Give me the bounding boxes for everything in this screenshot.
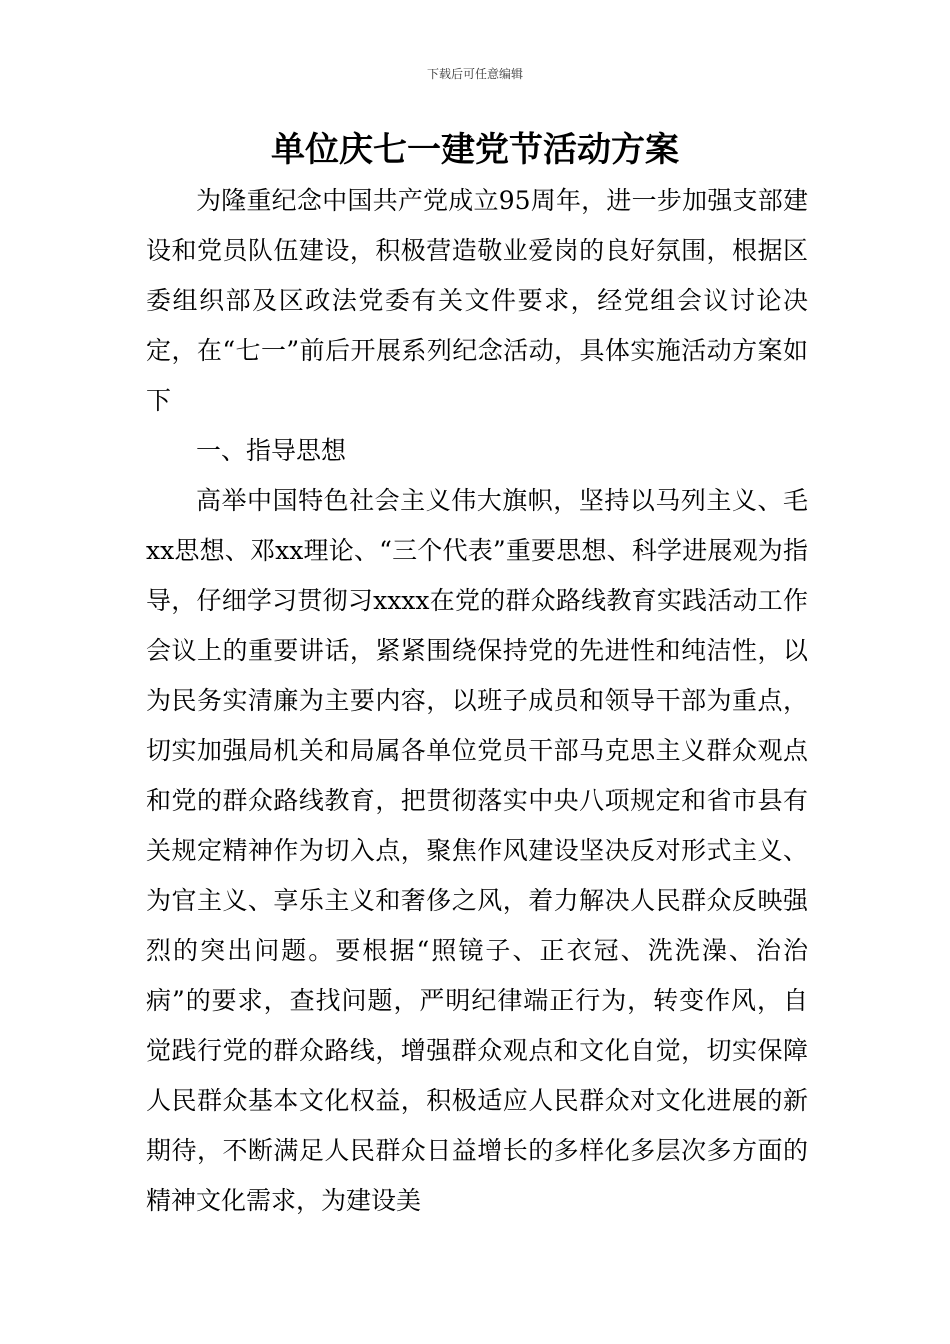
header-note: 下载后可任意编辑 [426,67,523,81]
document-body [146,176,808,1226]
guiding-ideology-paragraph: 高举中国特色社会主义伟大旗帜，坚持以马列主义、毛xx思想、邓xx理论、“三个代表”重要思想、科学进展观为指导，仔细学习贯彻习xxxx在党的群众路线教育实践活动工作会议上的重要讲话，紧紧围绕保持党的先进性和纯洁性，以为民务实清廉为主要内容，以班子成员和领导干部为重点，切实加强局机关和局属各单位党员干部马克思主义群众观点和党的群众路线教育，把贯彻落实中央八项规定和省市县有关规定精神作为切入点，聚焦作风建设坚决反对形式主义、为官主义、享乐主义和奢侈之风，着力解决人民群众反映强烈的突出问题。要根据“照镜子、正衣冠、洗洗澡、治治病”的要求，查找问题，严明纪律端正行为，转变作风，自觉践行党的群众路线，增强群众观点和文化自觉，切实保障人民群众基本文化权益，积极适应人民群众对文化进展的新期待，不断满足人民群众日益增长的多样化多层次多方面的精神文化需求，为建设美 [146,486,808,1215]
intro-paragraph: 为隆重纪念中国共产党成立95周年，进一步加强支部建设和党员队伍建设，积极营造敬业爱岗的良好氛围，根据区委组织部及区政法党委有关文件要求，经党组会议讨论决定，在“七一”前后开展系列纪念活动，具体实施活动方案如下 [146,186,808,415]
document-title: 单位庆七一建党节活动方案 [271,130,679,170]
section-heading-guiding-ideology: 一、指导思想 [196,436,347,465]
